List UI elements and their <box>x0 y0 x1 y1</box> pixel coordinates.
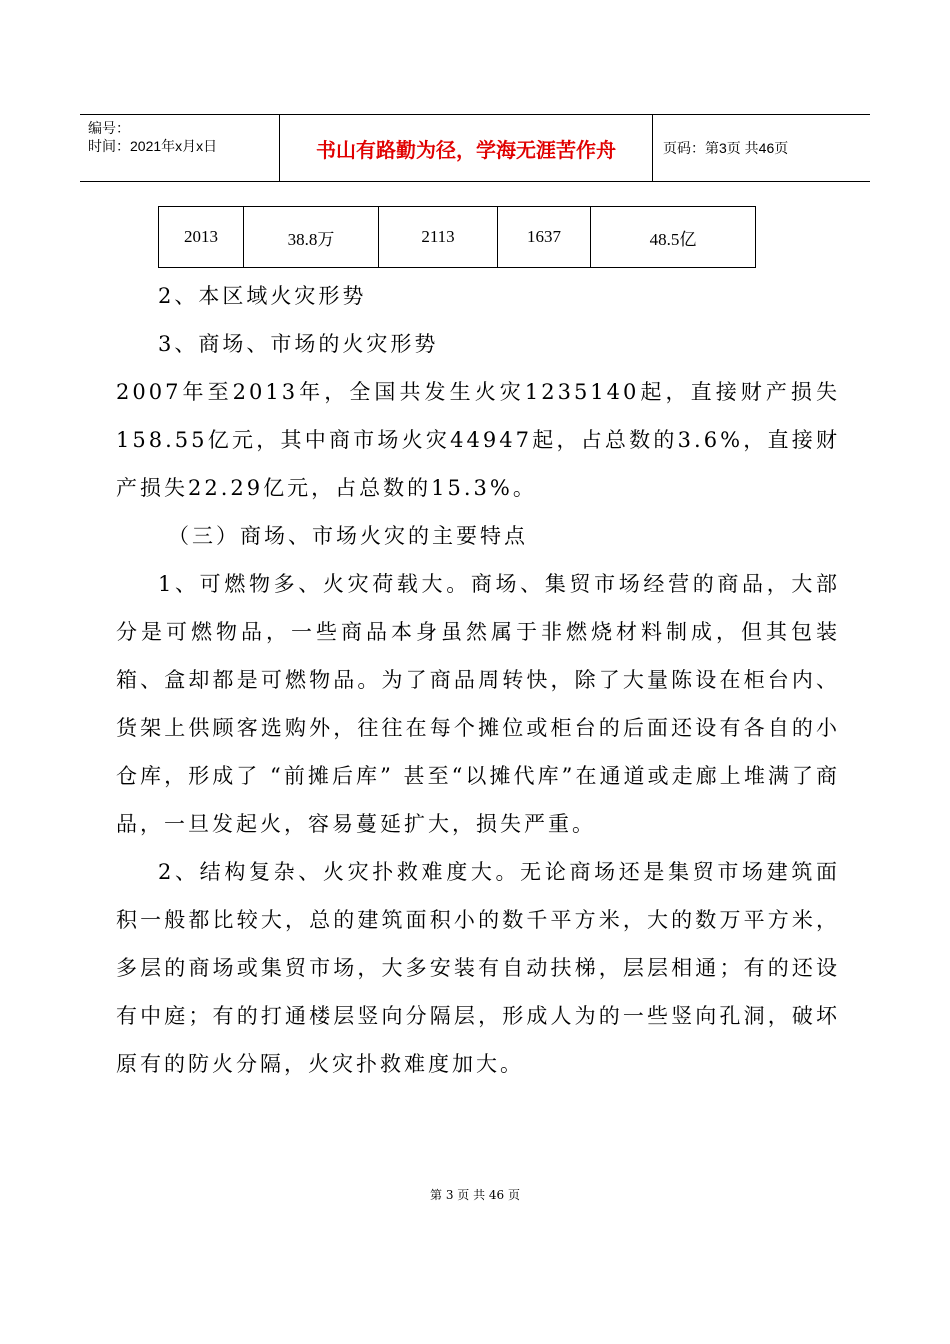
table-cell-deaths: 2113 <box>379 207 498 268</box>
paragraph-feature-1: 1、可燃物多、火灾荷载大。商场、集贸市场经营的商品，大部分是可燃物品，一些商品本身虽然属于非燃烧材料制成，但其包装箱、盒却都是可燃物品。为了商品周转快，除了大量陈设在柜台内、货架上供顾客选购外，往往在每个摊位或柜台的后面还设有各自的小仓库，形成了 “前摊后库” 甚至“以摊代库”在通道或走廊上堆满了商品，一旦发起火，容易蔓延扩大，损失严重。 <box>116 572 840 836</box>
table-cell-injuries: 1637 <box>498 207 591 268</box>
table-cell-year: 2013 <box>159 207 244 268</box>
page-footer: 第 3 页 共 46 页 <box>430 1188 520 1202</box>
table-row <box>159 207 756 268</box>
table-cell-count: 38.8万 <box>244 207 379 268</box>
page-header <box>80 114 870 182</box>
time-label: 时间：2021年x月x日 <box>88 138 218 154</box>
section-heading-2: 2、本区域火灾形势 <box>158 284 367 308</box>
table-cell-loss: 48.5亿 <box>591 207 756 268</box>
paragraph-stats: 2007年至2013年，全国共发生火灾1235140起，直接财产损失158.55亿元，其中商市场火灾44947起，占总数的3.6%，直接财产损失22.29亿元，占总数的15.3%。 <box>116 380 840 500</box>
document-body <box>116 272 840 1088</box>
code-label: 编号： <box>88 120 130 136</box>
paragraph-feature-2: 2、结构复杂、火灾扑救难度大。无论商场还是集贸市场建筑面积一般都比较大，总的建筑面积小的数千平方米，大的数万平方米，多层的商场或集贸市场，大多安装有自动扶梯，层层相通；有的还设有中庭；有的打通楼层竖向分隔层，形成人为的一些竖向孔洞，破坏原有的防火分隔，火灾扑救难度加大。 <box>116 860 840 1076</box>
header-meta <box>80 115 280 181</box>
section-heading-3: 3、商场、市场的火灾形势 <box>158 332 439 356</box>
fire-stats-table <box>158 206 756 268</box>
section-heading-three: （三）商场、市场火灾的主要特点 <box>168 524 528 548</box>
header-page-info: 页码：第3页 共46页 <box>663 140 789 156</box>
header-motto: 书山有路勤为径，学海无涯苦作舟 <box>280 115 653 181</box>
